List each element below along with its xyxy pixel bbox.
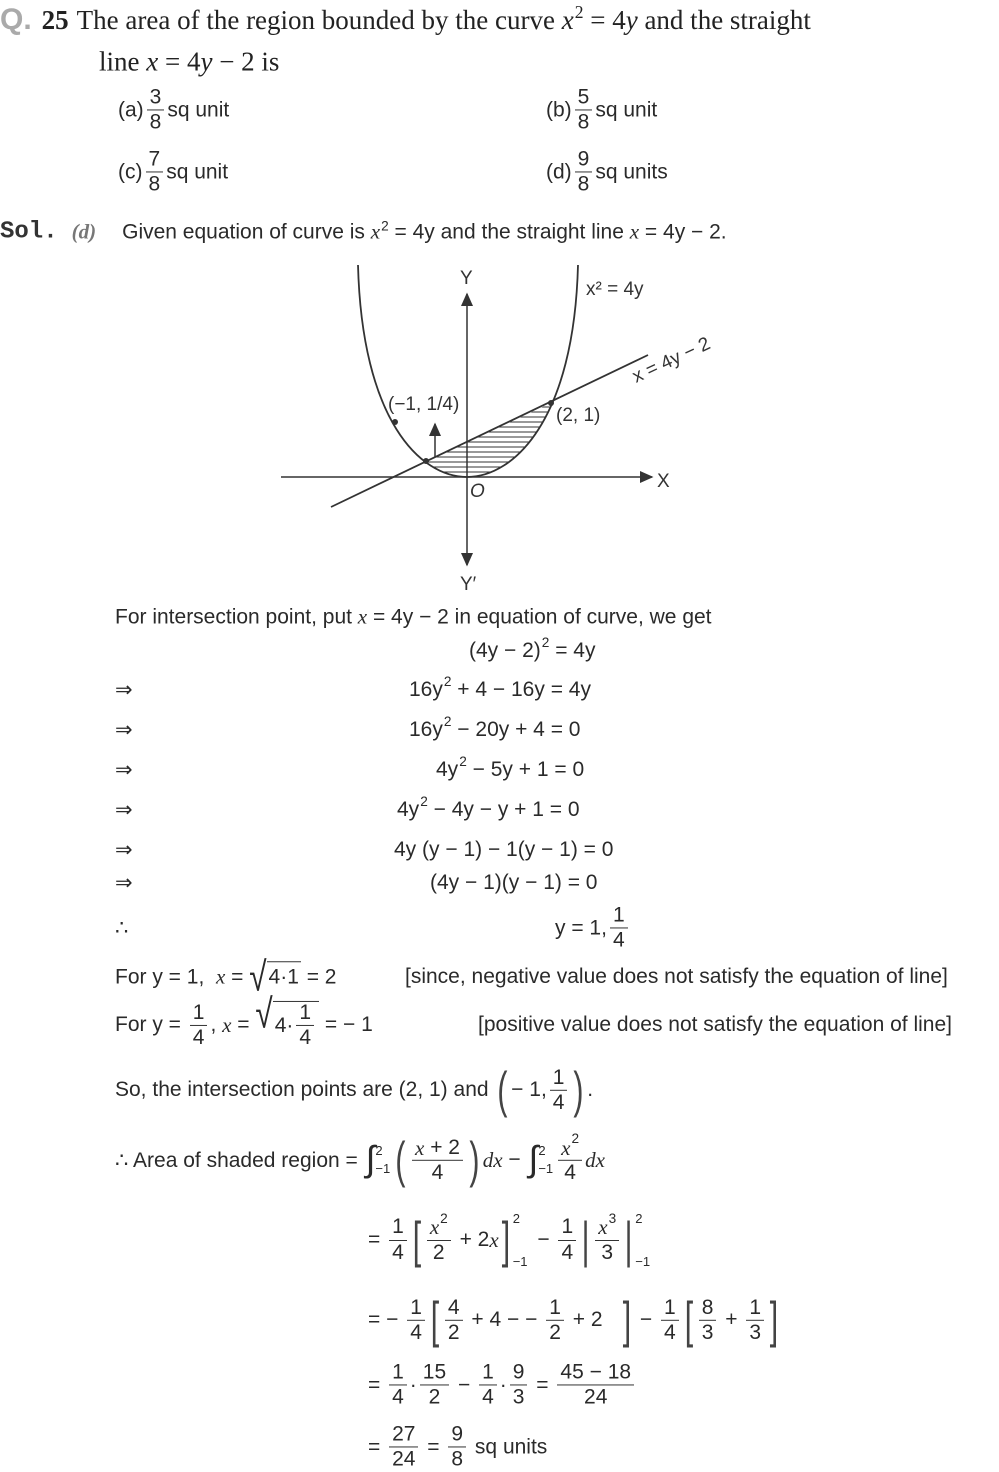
upper-limit: 2 — [635, 1211, 643, 1226]
denominator: 24 — [584, 1385, 608, 1409]
case-y-equals-quarter-note: [positive value does not satisfy the equation of line] — [478, 1013, 952, 1036]
numerator: 4 — [445, 1296, 463, 1320]
straight-line — [331, 355, 648, 507]
math-variable: x — [598, 1215, 608, 1240]
parabola-line-graph — [0, 0, 999, 610]
point2-label: (2, 1) — [556, 405, 601, 426]
fraction — [510, 1361, 528, 1408]
integral-limits — [375, 1142, 390, 1178]
point-intersection-1 — [423, 458, 429, 464]
bracket: ) — [469, 1130, 480, 1188]
step-arrow: ⇒ — [115, 798, 133, 822]
text: = — [225, 965, 250, 988]
bracket: ] — [622, 1290, 632, 1348]
denominator: 4 — [552, 1090, 565, 1114]
superscript: 2 — [541, 635, 550, 651]
superscript: 2 — [571, 1131, 580, 1147]
text: line — [99, 46, 147, 77]
text: (b) — [546, 98, 572, 121]
math-variable: dx — [482, 1147, 503, 1172]
text: (c) — [118, 160, 143, 183]
text: + — [719, 1308, 744, 1331]
case-y-equals-1-note: [since, negative value does not satisfy the equation of line] — [405, 965, 948, 988]
text: = — [368, 1373, 387, 1396]
fraction — [699, 1296, 717, 1343]
text: = 4y and the straight line — [388, 220, 630, 244]
math-variable: y — [200, 46, 213, 77]
text: = 4y − 2. — [639, 220, 727, 244]
integral-sign-icon: ∫ — [365, 1139, 376, 1180]
denominator: 2 — [447, 1320, 460, 1344]
math-variable: x — [429, 1215, 440, 1240]
text: 4y — [436, 758, 459, 781]
text: For y = — [115, 1013, 187, 1036]
superscript: 2 — [381, 218, 389, 234]
numerator: 15 — [420, 1361, 449, 1385]
fraction — [610, 904, 628, 951]
question-number: 25 — [41, 4, 69, 35]
superscript: 2 — [440, 1211, 448, 1227]
denominator: 24 — [392, 1447, 416, 1471]
point1-label: (−1, 1/4) — [388, 394, 460, 415]
text: and the straight — [637, 4, 811, 35]
text: 4· — [274, 1013, 294, 1037]
text: sq units — [469, 1435, 548, 1458]
numerator: 45 − 18 — [557, 1361, 634, 1385]
step-equation — [469, 635, 596, 663]
x-axis-label: X — [657, 471, 670, 492]
denominator: 4 — [482, 1385, 494, 1409]
evaluation-limits — [635, 1211, 650, 1269]
area-line-1 — [115, 1130, 605, 1188]
text: · — [499, 1373, 507, 1396]
fraction — [558, 1216, 576, 1263]
math-variable: x — [415, 1135, 425, 1160]
origin-label: O — [470, 481, 485, 502]
lower-limit: −1 — [375, 1161, 391, 1176]
fraction — [479, 1361, 497, 1408]
bracket: ] — [769, 1290, 779, 1348]
area-line-2 — [368, 1211, 654, 1269]
text: (4y − 2) — [469, 639, 541, 662]
step-equation — [409, 674, 591, 702]
step-arrow: ⇒ — [115, 758, 133, 782]
fraction — [412, 1136, 463, 1183]
text: y = 1, — [555, 916, 607, 939]
integral — [365, 1139, 391, 1180]
text: + 2 — [424, 1135, 460, 1159]
denominator: 3 — [749, 1320, 762, 1344]
upper-limit: 2 — [512, 1211, 520, 1226]
superscript: 2 — [574, 1, 584, 22]
solution-answer: (d) — [71, 219, 97, 244]
numerator — [595, 1211, 619, 1240]
numerator: 1 — [296, 1002, 314, 1026]
step-equation — [430, 871, 598, 895]
radicand — [267, 961, 301, 993]
fraction — [546, 1296, 564, 1343]
text: (d) — [546, 160, 572, 183]
text: , — [210, 1013, 223, 1036]
bracket: ( — [497, 1060, 508, 1118]
denominator: 4 — [612, 928, 625, 952]
denominator: 2 — [549, 1320, 561, 1344]
text: = − — [368, 1308, 405, 1331]
math-variable: dx — [585, 1147, 605, 1172]
text: = — [368, 1228, 387, 1251]
text: = − 1 — [319, 1013, 373, 1036]
text: = — [368, 1435, 387, 1458]
fraction — [190, 1001, 208, 1048]
text: 4y — [397, 798, 420, 821]
text: 4y (y − 1) − 1(y − 1) = 0 — [394, 838, 614, 861]
solution-label: Sol. — [0, 218, 58, 246]
fraction — [550, 1066, 568, 1113]
text: = 4 — [583, 4, 626, 35]
text: For y = 1, — [115, 965, 216, 988]
square-root — [255, 989, 319, 1049]
numerator: 1 — [746, 1296, 764, 1320]
superscript: 2 — [459, 754, 467, 770]
radicand — [273, 1001, 319, 1049]
point-intersection-2 — [548, 400, 554, 406]
numerator: 9 — [575, 148, 593, 172]
integral-limits — [538, 1142, 553, 1178]
step-equation — [555, 904, 631, 951]
denominator: 3 — [701, 1320, 714, 1344]
text: − — [502, 1148, 527, 1171]
math-variable: x — [370, 219, 381, 244]
numerator: 1 — [546, 1296, 564, 1320]
denominator: 4 — [564, 1160, 576, 1184]
line-label: x = 4y − 2 — [629, 333, 714, 388]
fraction — [389, 1423, 418, 1470]
math-variable: x — [146, 46, 159, 77]
math-variable: x — [561, 4, 574, 35]
intersection-intro — [115, 605, 712, 630]
step-equation — [409, 714, 581, 742]
superscript: 2 — [420, 794, 428, 810]
point-on-curve — [392, 419, 398, 425]
math-variable: x — [561, 1135, 571, 1160]
math-variable: x — [629, 219, 640, 244]
case-y-equals-quarter — [115, 989, 373, 1049]
lower-limit: −1 — [635, 1254, 651, 1269]
fraction — [595, 1211, 619, 1264]
numerator: 1 — [389, 1361, 407, 1385]
radical-icon: √ — [249, 952, 267, 1000]
bracket: [ — [430, 1290, 440, 1348]
evaluation-limits — [513, 1211, 528, 1269]
text: = 2 — [300, 965, 337, 988]
square-root — [249, 952, 301, 1000]
text: = 4 — [158, 46, 201, 77]
fraction — [420, 1361, 449, 1408]
numerator — [412, 1136, 463, 1160]
denominator: 4 — [299, 1026, 312, 1049]
case-y-equals-1 — [115, 952, 337, 1000]
denominator: 3 — [601, 1240, 614, 1264]
text: + 4 − − — [465, 1308, 544, 1331]
text: . — [587, 1078, 594, 1101]
step-arrow: ∴ — [115, 916, 129, 940]
text: = 4y — [549, 639, 596, 662]
text: = 4y − 2 in equation of curve, we get — [367, 605, 712, 628]
numerator: 1 — [190, 1001, 208, 1025]
denominator: 4 — [392, 1240, 404, 1264]
denominator: 4 — [410, 1320, 422, 1344]
numerator: 9 — [510, 1361, 528, 1385]
area-line-4 — [368, 1361, 637, 1408]
numerator: 7 — [146, 148, 164, 172]
text: For intersection point, put — [115, 605, 358, 628]
text: sq unit — [167, 98, 230, 121]
text: − — [452, 1373, 477, 1396]
text: + 2 — [566, 1308, 621, 1331]
text: − 5y + 1 = 0 — [466, 758, 585, 781]
fraction — [558, 1131, 582, 1184]
text: − — [531, 1228, 556, 1251]
text: 16y — [409, 678, 443, 701]
text: = — [231, 1013, 256, 1036]
text: + 4 − 16y = 4y — [451, 678, 591, 701]
upper-limit: 2 — [375, 1142, 383, 1158]
intersection-points-line — [115, 1060, 594, 1118]
denominator: 8 — [577, 172, 590, 196]
text: − 2 is — [212, 46, 280, 77]
denominator: 4 — [392, 1385, 404, 1409]
superscript: 2 — [443, 674, 452, 690]
numerator: 8 — [699, 1296, 717, 1320]
numerator: 1 — [610, 904, 628, 928]
bracket: [ — [684, 1290, 693, 1348]
fraction — [427, 1211, 451, 1264]
radical-icon: √ — [255, 989, 273, 1037]
math-variable: x — [222, 1012, 232, 1037]
integral — [528, 1139, 554, 1180]
fraction — [557, 1361, 634, 1408]
text: sq unit — [166, 160, 229, 183]
upper-limit: 2 — [538, 1142, 546, 1158]
bracket: ( — [395, 1130, 406, 1188]
y-axis-label: Y — [460, 268, 473, 289]
bracket: ] — [501, 1210, 510, 1268]
denominator: 8 — [148, 172, 161, 196]
denominator: 4 — [561, 1240, 574, 1264]
text: = — [530, 1373, 555, 1396]
step-arrow: ⇒ — [115, 871, 133, 895]
text: (a) — [118, 98, 144, 121]
fraction — [389, 1216, 407, 1263]
lower-limit: −1 — [538, 1161, 554, 1176]
text: So, the intersection points are (2, 1) and — [115, 1078, 495, 1101]
numerator: 1 — [389, 1216, 407, 1240]
math-variable: x — [489, 1227, 499, 1252]
text: The area of the region bounded by the curve — [76, 4, 562, 35]
text: (4y − 1)(y − 1) = 0 — [430, 871, 598, 894]
text: · — [409, 1373, 417, 1396]
text: + 2 — [453, 1228, 490, 1251]
denominator: 2 — [428, 1385, 441, 1409]
fraction — [445, 1296, 463, 1343]
denominator: 8 — [149, 110, 162, 134]
numerator: 3 — [147, 86, 165, 110]
integral-sign-icon: ∫ — [528, 1139, 539, 1180]
step-equation — [397, 794, 580, 822]
text: Given equation of curve is — [122, 220, 371, 244]
bracket: [ — [412, 1210, 422, 1268]
numerator: 1 — [558, 1216, 576, 1240]
superscript: 3 — [608, 1211, 617, 1227]
fraction — [661, 1296, 679, 1343]
numerator: 1 — [550, 1066, 568, 1090]
text: − 20y + 4 = 0 — [451, 718, 581, 741]
curve-label: x² = 4y — [586, 279, 644, 300]
denominator: 4 — [664, 1320, 676, 1344]
text: − 4y − y + 1 = 0 — [427, 798, 580, 821]
area-line-3 — [368, 1290, 781, 1348]
numerator: 1 — [407, 1296, 425, 1320]
numerator — [427, 1211, 451, 1240]
bracket: | — [581, 1210, 590, 1268]
text: ∴ Area of shaded region = — [115, 1148, 364, 1172]
lower-limit: −1 — [512, 1254, 528, 1269]
denominator: 3 — [512, 1385, 525, 1409]
step-equation — [436, 754, 585, 782]
fraction — [389, 1361, 407, 1408]
text: − 1, — [511, 1078, 547, 1101]
text: − — [634, 1308, 659, 1331]
text: 4·1 — [268, 965, 299, 989]
numerator: 27 — [389, 1423, 418, 1447]
numerator: 1 — [661, 1296, 679, 1320]
step-arrow: ⇒ — [115, 678, 133, 702]
fraction — [296, 1002, 314, 1049]
denominator: 4 — [431, 1160, 444, 1184]
superscript: 2 — [443, 714, 452, 730]
numerator: 1 — [479, 1361, 497, 1385]
step-arrow: ⇒ — [115, 838, 133, 862]
area-line-5 — [368, 1423, 547, 1470]
math-variable: x — [215, 964, 226, 989]
fraction — [448, 1423, 466, 1470]
denominator: 2 — [432, 1240, 445, 1264]
math-variable: x — [357, 604, 368, 629]
denominator: 8 — [577, 110, 590, 134]
bracket: | — [624, 1210, 633, 1268]
text: = — [421, 1435, 446, 1458]
fraction — [407, 1296, 425, 1343]
numerator: 9 — [448, 1423, 466, 1447]
step-equation — [394, 838, 613, 862]
fraction — [746, 1296, 764, 1343]
question-label: Q. — [0, 3, 32, 36]
denominator: 4 — [192, 1025, 205, 1049]
math-variable: y — [625, 4, 638, 35]
text: 16y — [409, 718, 443, 741]
y-neg-axis-label: Y′ — [460, 574, 477, 595]
denominator: 8 — [451, 1447, 464, 1471]
step-arrow: ⇒ — [115, 718, 133, 742]
text: sq units — [595, 160, 668, 183]
numerator — [558, 1131, 582, 1160]
text: sq unit — [595, 98, 658, 121]
bracket: ) — [573, 1060, 584, 1118]
numerator: 5 — [575, 86, 593, 110]
